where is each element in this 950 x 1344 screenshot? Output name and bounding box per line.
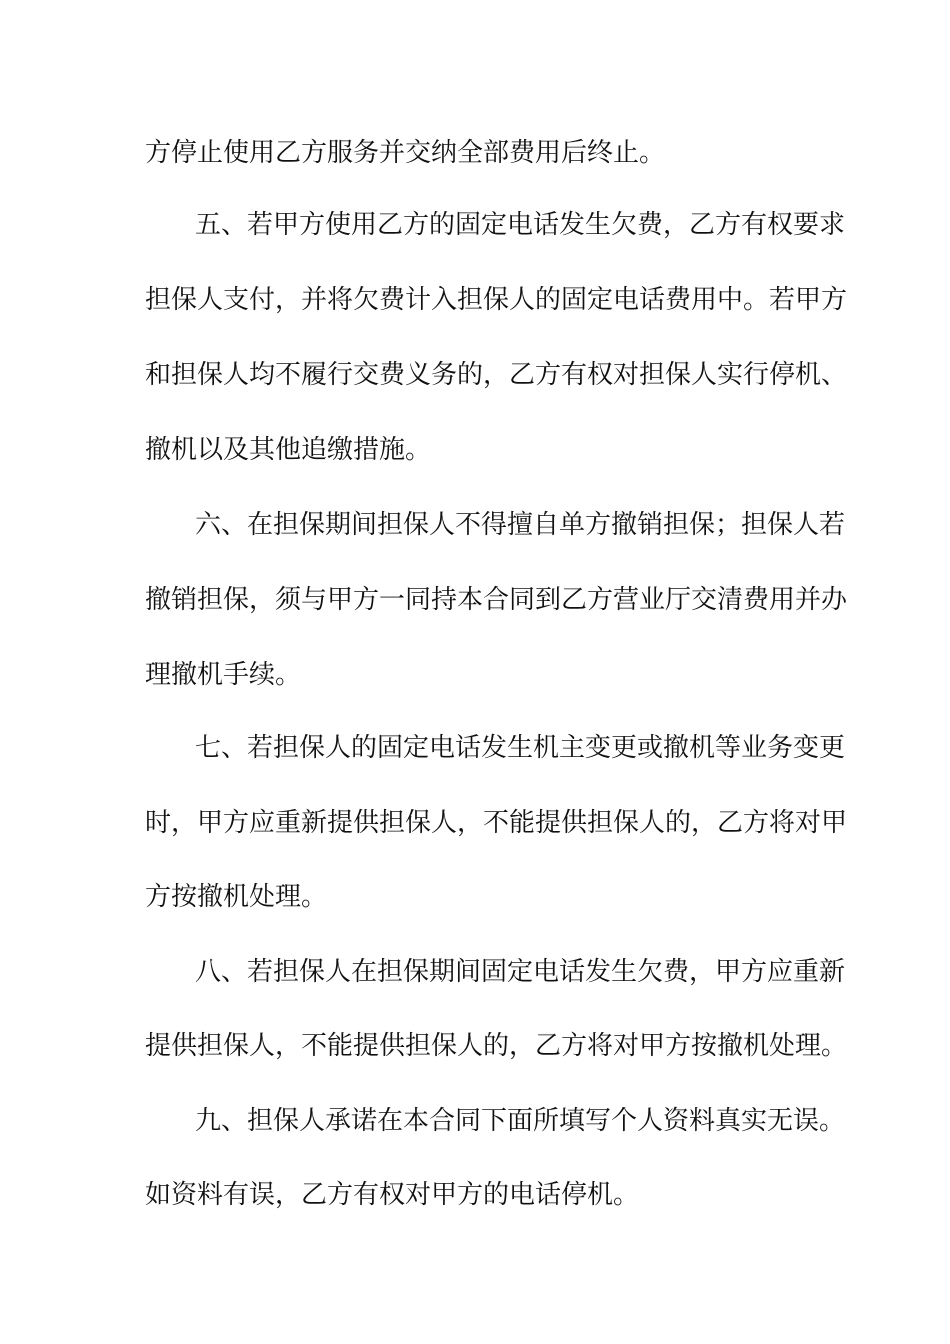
clause-5-line-4: 撤机以及其他追缴措施。	[145, 435, 432, 465]
clause-8-line-2: 提供担保人，不能提供担保人的，乙方将对甲方按撤机处理。	[145, 1031, 848, 1061]
clause-6-line-2: 撤销担保，须与甲方一同持本合同到乙方营业厅交清费用并办	[145, 585, 848, 615]
clause-7-line-2: 时，甲方应重新提供担保人，不能提供担保人的，乙方将对甲	[145, 808, 848, 838]
clause-6-line-1: 六、在担保期间担保人不得擅自单方撤销担保；担保人若	[195, 510, 846, 540]
clause-5-line-3: 和担保人均不履行交费义务的，乙方有权对担保人实行停机、	[145, 360, 848, 390]
clause-9-line-2: 如资料有误，乙方有权对甲方的电话停机。	[145, 1180, 640, 1210]
clause-6-line-3: 理撤机手续。	[145, 660, 302, 690]
clause-7-line-1: 七、若担保人的固定电话发生机主变更或撤机等业务变更	[195, 733, 846, 763]
text-line: 方停止使用乙方服务并交纳全部费用后终止。	[145, 138, 666, 168]
clause-9-line-1: 九、担保人承诺在本合同下面所填写个人资料真实无误。	[195, 1106, 846, 1136]
clause-5-line-1: 五、若甲方使用乙方的固定电话发生欠费，乙方有权要求	[195, 210, 846, 240]
clause-8-line-1: 八、若担保人在担保期间固定电话发生欠费，甲方应重新	[195, 957, 846, 987]
clause-5-line-2: 担保人支付，并将欠费计入担保人的固定电话费用中。若甲方	[145, 285, 848, 315]
clause-7-line-3: 方按撤机处理。	[145, 882, 328, 912]
